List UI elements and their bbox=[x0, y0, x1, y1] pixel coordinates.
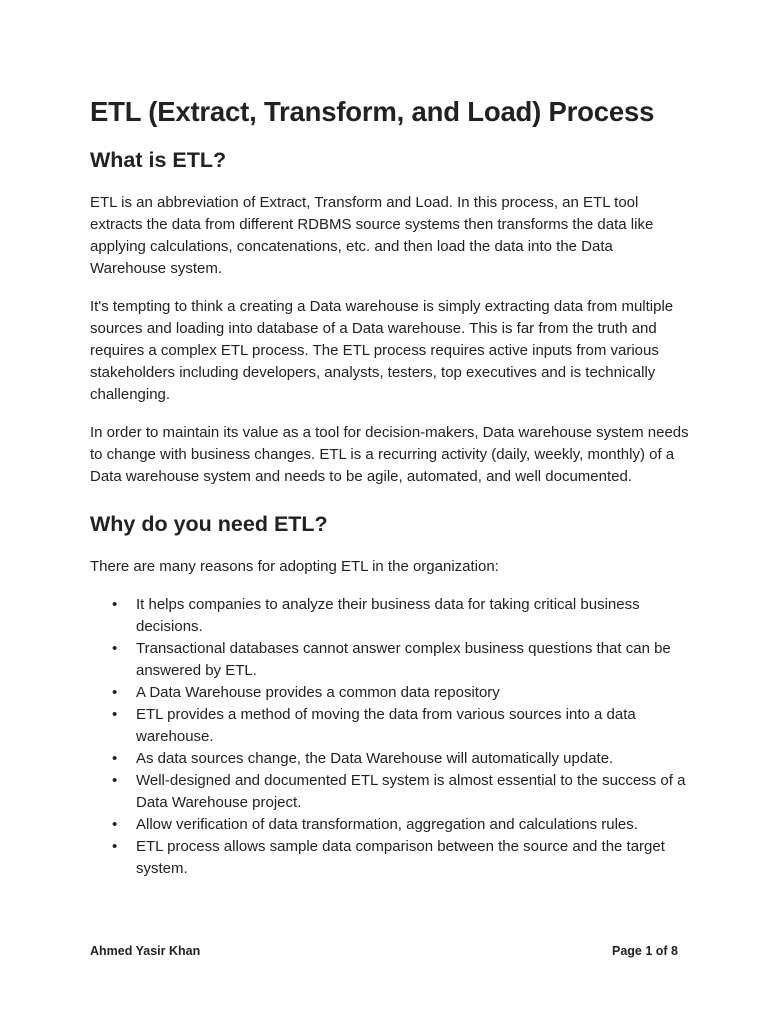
list-item-text: A Data Warehouse provides a common data repository bbox=[136, 684, 500, 701]
list-item bbox=[90, 814, 690, 836]
reasons-list bbox=[90, 594, 690, 880]
list-item bbox=[90, 594, 690, 638]
list-item-text: Allow verification of data transformation, aggregation and calculations rules. bbox=[136, 816, 638, 833]
footer-author: Ahmed Yasir Khan bbox=[90, 944, 201, 958]
bullet-icon: • bbox=[112, 706, 118, 723]
bullet-icon: • bbox=[112, 816, 118, 833]
list-item-text: Well-designed and documented ETL system is almost essential to the success of a Data Warehouse project. bbox=[136, 772, 686, 811]
bullet-icon: • bbox=[112, 772, 118, 789]
paragraph-etl-definition: ETL is an abbreviation of Extract, Transform and Load. In this process, an ETL tool extracts the data from different RDBMS source systems then transforms the data like applying calculations, concatenations, etc. and then load the data into the Data Warehouse system. bbox=[90, 194, 654, 277]
list-item-text: It helps companies to analyze their business data for taking critical business decisions. bbox=[136, 596, 640, 635]
list-item bbox=[90, 836, 690, 880]
bullet-icon: • bbox=[112, 596, 118, 613]
list-item bbox=[90, 748, 690, 770]
section-heading-why-need-etl: Why do you need ETL? bbox=[90, 512, 328, 536]
footer-page-number: Page 1 of 8 bbox=[612, 944, 678, 958]
document-title: ETL (Extract, Transform, and Load) Process bbox=[90, 96, 655, 127]
list-item bbox=[90, 770, 690, 814]
bullet-icon: • bbox=[112, 750, 118, 767]
list-item-text: ETL process allows sample data comparison between the source and the target system. bbox=[136, 838, 665, 877]
list-item bbox=[90, 682, 690, 704]
bullet-icon: • bbox=[112, 684, 118, 701]
list-item-text: As data sources change, the Data Warehouse will automatically update. bbox=[136, 750, 614, 767]
list-item-text: ETL provides a method of moving the data from various sources into a data warehouse. bbox=[136, 706, 636, 745]
reasons-intro: There are many reasons for adopting ETL in the organization: bbox=[90, 558, 499, 575]
list-item bbox=[90, 638, 690, 682]
page-content bbox=[90, 94, 690, 880]
bullet-icon: • bbox=[112, 838, 118, 855]
paragraph-etl-complexity: It's tempting to think a creating a Data warehouse is simply extracting data from multiple sources and loading into database of a Data warehouse. This is far from the truth and requires a complex ETL process. The ETL process requires active inputs from various stakeholders including developers, analysts, testers, top executives and is technically challenging. bbox=[90, 298, 674, 403]
list-item-text: Transactional databases cannot answer complex business questions that can be answered by ETL. bbox=[136, 640, 671, 679]
list-item bbox=[90, 704, 690, 748]
paragraph-etl-maintenance: In order to maintain its value as a tool for decision-makers, Data warehouse system needs to change with business changes. ETL is a recurring activity (daily, weekly, monthly) of a Data warehouse system and needs to be agile, automated, and well documented. bbox=[90, 424, 689, 485]
bullet-icon: • bbox=[112, 640, 118, 657]
section-heading-what-is-etl: What is ETL? bbox=[90, 148, 227, 172]
